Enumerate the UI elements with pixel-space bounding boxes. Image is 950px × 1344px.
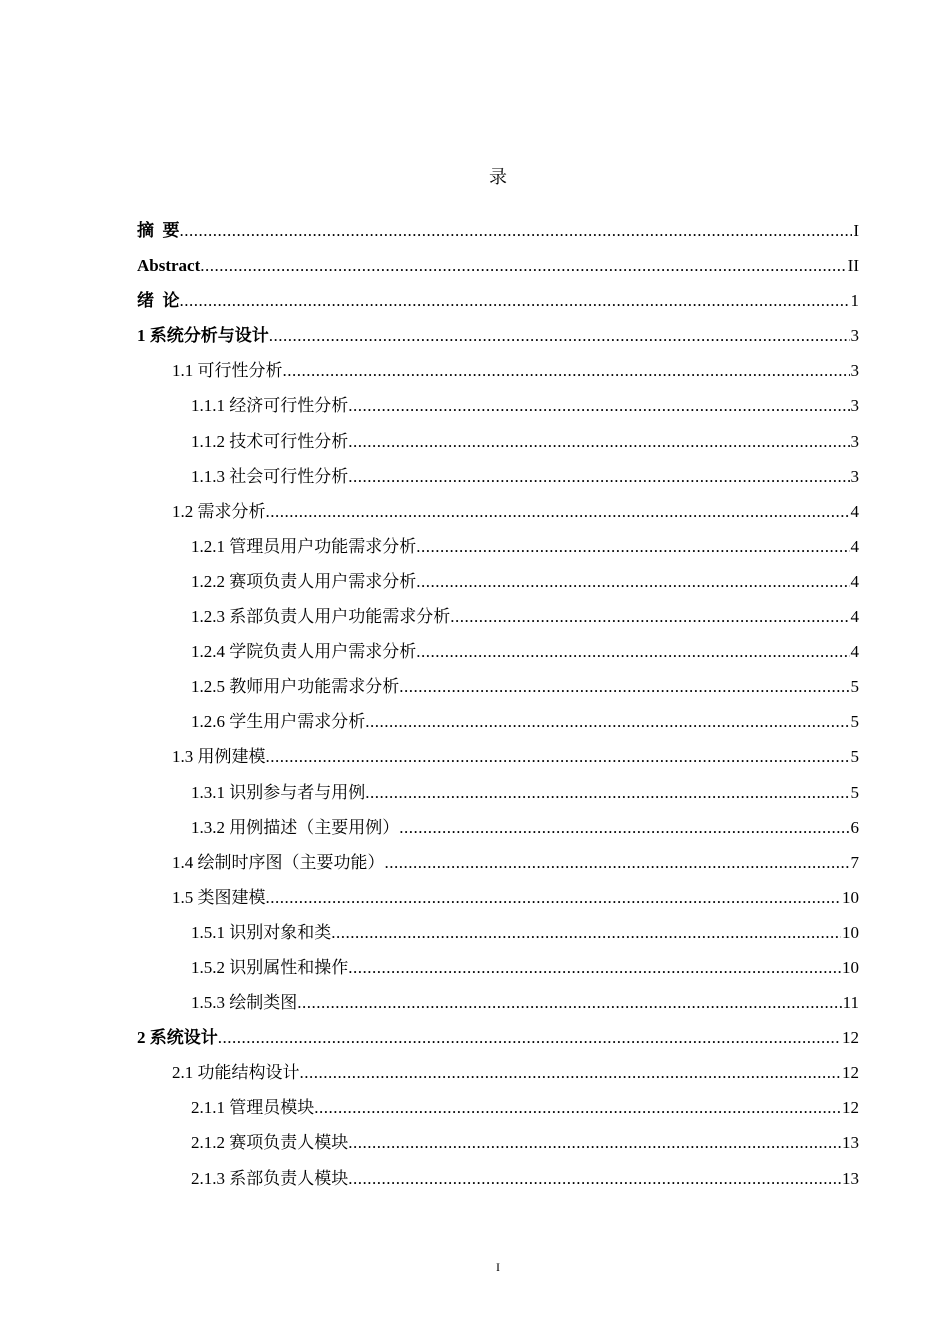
toc-leader xyxy=(365,704,849,739)
toc-leader xyxy=(331,915,841,950)
toc-entry-page: 3 xyxy=(850,466,859,486)
toc-entry[interactable] xyxy=(137,739,859,774)
toc-entry[interactable] xyxy=(137,810,859,845)
toc-entry[interactable] xyxy=(137,880,859,915)
toc-leader xyxy=(200,248,846,283)
toc-leader xyxy=(348,1125,841,1160)
toc-entry-page: I xyxy=(853,221,859,240)
toc-entry-page: 10 xyxy=(842,887,859,907)
toc-leader xyxy=(269,318,850,353)
footer-page-number: I xyxy=(496,1260,500,1274)
toc-leader xyxy=(266,739,850,774)
toc-leader xyxy=(266,880,842,915)
toc-entry-label: 1.2.6 学生用户需求分析 xyxy=(191,712,366,732)
toc-entry-label: Abstract xyxy=(137,256,201,276)
toc-entry[interactable] xyxy=(137,1090,859,1125)
toc-entry[interactable] xyxy=(137,704,859,739)
toc-entry-page: 4 xyxy=(850,536,859,556)
toc-entry-label: 1.3.2 用例描述（主要用例） xyxy=(191,817,400,837)
toc-entry-label: 1.5.1 识别对象和类 xyxy=(191,922,332,942)
toc-entry[interactable] xyxy=(137,318,859,353)
toc-entry-label: 1.2.1 管理员用户功能需求分析 xyxy=(191,536,417,556)
toc-entry[interactable] xyxy=(137,1161,859,1196)
toc-leader xyxy=(399,669,849,704)
toc-entry[interactable] xyxy=(137,353,859,388)
toc-leader xyxy=(218,1020,841,1055)
toc-entry-label: 1.2.4 学院负责人用户需求分析 xyxy=(191,642,417,662)
toc-entry[interactable] xyxy=(137,1020,859,1055)
toc-entry[interactable] xyxy=(137,494,859,529)
toc-entry-page: 3 xyxy=(850,361,859,381)
toc-entry-page: 13 xyxy=(842,1168,859,1188)
toc-leader xyxy=(348,388,849,423)
toc-entry-label: 2.1.2 赛项负责人模块 xyxy=(191,1133,349,1153)
toc-entry-page: 6 xyxy=(850,817,859,837)
toc-entry[interactable] xyxy=(137,248,859,283)
toc-entry-page: 10 xyxy=(842,957,859,977)
toc-entry-page: 4 xyxy=(850,607,859,627)
toc-entry-page: 7 xyxy=(850,852,859,872)
toc-entry-page: 1 xyxy=(850,291,859,311)
toc-entry-label: 1.2.3 系部负责人用户功能需求分析 xyxy=(191,607,451,627)
toc-entry-page: 5 xyxy=(850,782,859,802)
toc-entry[interactable] xyxy=(137,950,859,985)
toc-entry-page: 12 xyxy=(842,1063,859,1083)
toc-entry-label: 2 系统设计 xyxy=(137,1028,218,1048)
toc-entry-label: 2.1.3 系部负责人模块 xyxy=(191,1168,349,1188)
toc-leader xyxy=(416,529,849,564)
toc-entry-label: 1.3.1 识别参与者与用例 xyxy=(191,782,366,802)
toc-leader xyxy=(348,950,841,985)
toc-entry[interactable] xyxy=(137,564,859,599)
toc-leader xyxy=(283,353,850,388)
toc-entry-label: 1.5.2 识别属性和操作 xyxy=(191,957,349,977)
toc-entry[interactable] xyxy=(137,529,859,564)
toc-entry-label: 1.5.3 绘制类图 xyxy=(191,993,298,1013)
toc-entry-page: 4 xyxy=(850,642,859,662)
toc-entry-label: 1.5 类图建模 xyxy=(172,887,266,907)
toc-entry-page: 4 xyxy=(850,501,859,521)
toc-entry-label: 1.1.3 社会可行性分析 xyxy=(191,466,349,486)
toc-entry-page: 13 xyxy=(842,1133,859,1153)
toc-entry-page: 12 xyxy=(842,1098,859,1118)
toc-entry[interactable] xyxy=(137,424,859,459)
toc-entry-page: 3 xyxy=(850,396,859,416)
toc-entry-label: 1 系统分析与设计 xyxy=(137,326,269,346)
toc-entry-label: 1.1 可行性分析 xyxy=(172,361,283,381)
toc-leader xyxy=(416,564,849,599)
toc-entry-page: 4 xyxy=(850,571,859,591)
toc-leader xyxy=(297,985,841,1020)
toc-leader xyxy=(416,634,849,669)
toc-entry-label: 1.1.1 经济可行性分析 xyxy=(191,396,349,416)
toc-entry[interactable] xyxy=(137,599,859,634)
toc-entry[interactable] xyxy=(137,845,859,880)
toc-entry[interactable] xyxy=(137,1055,859,1090)
toc-entry[interactable] xyxy=(137,985,859,1020)
toc-entry-page: 3 xyxy=(850,431,859,451)
toc-entry[interactable] xyxy=(137,459,859,494)
toc-entry-page: 12 xyxy=(842,1028,859,1048)
toc-leader xyxy=(399,810,849,845)
toc-entry[interactable] xyxy=(137,669,859,704)
toc-entry-label: 1.2.5 教师用户功能需求分析 xyxy=(191,677,400,697)
toc-entry-label: 摘 要 xyxy=(137,221,180,240)
toc-entry[interactable] xyxy=(137,213,859,248)
page-title: 录 xyxy=(489,167,507,187)
toc-entry-label: 1.2.2 赛项负责人用户需求分析 xyxy=(191,571,417,591)
toc-entry[interactable] xyxy=(137,388,859,423)
toc-entry-label: 1.2 需求分析 xyxy=(172,501,266,521)
toc-entry-page: 5 xyxy=(850,677,859,697)
toc-entry-page: 11 xyxy=(842,993,859,1013)
toc-entry-label: 1.1.2 技术可行性分析 xyxy=(191,431,349,451)
toc-leader xyxy=(385,845,850,880)
toc-entry-label: 1.4 绘制时序图（主要功能） xyxy=(172,852,385,872)
toc-entry-page: 3 xyxy=(850,326,859,346)
toc-entry[interactable] xyxy=(137,283,859,318)
toc-leader xyxy=(348,459,849,494)
toc-entry-label: 绪 论 xyxy=(137,291,180,311)
toc-leader xyxy=(314,1090,841,1125)
toc-entry[interactable] xyxy=(137,1125,859,1160)
toc-entry-label: 2.1 功能结构设计 xyxy=(172,1063,300,1083)
toc-leader xyxy=(348,424,849,459)
toc-entry[interactable] xyxy=(137,634,859,669)
toc-entry[interactable] xyxy=(137,915,859,950)
toc-leader xyxy=(266,494,850,529)
toc-entry-page: 10 xyxy=(842,922,859,942)
table-of-contents xyxy=(137,213,859,1196)
toc-leader xyxy=(365,775,849,810)
toc-leader xyxy=(450,599,849,634)
toc-entry-label: 1.3 用例建模 xyxy=(172,747,266,767)
toc-leader xyxy=(348,1161,841,1196)
toc-entry-page: 5 xyxy=(850,712,859,732)
toc-leader xyxy=(180,213,853,248)
toc-leader xyxy=(300,1055,842,1090)
toc-entry-page: 5 xyxy=(850,747,859,767)
toc-entry-page: II xyxy=(847,256,859,276)
toc-entry[interactable] xyxy=(137,775,859,810)
toc-entry-label: 2.1.1 管理员模块 xyxy=(191,1098,315,1118)
toc-leader xyxy=(180,283,850,318)
